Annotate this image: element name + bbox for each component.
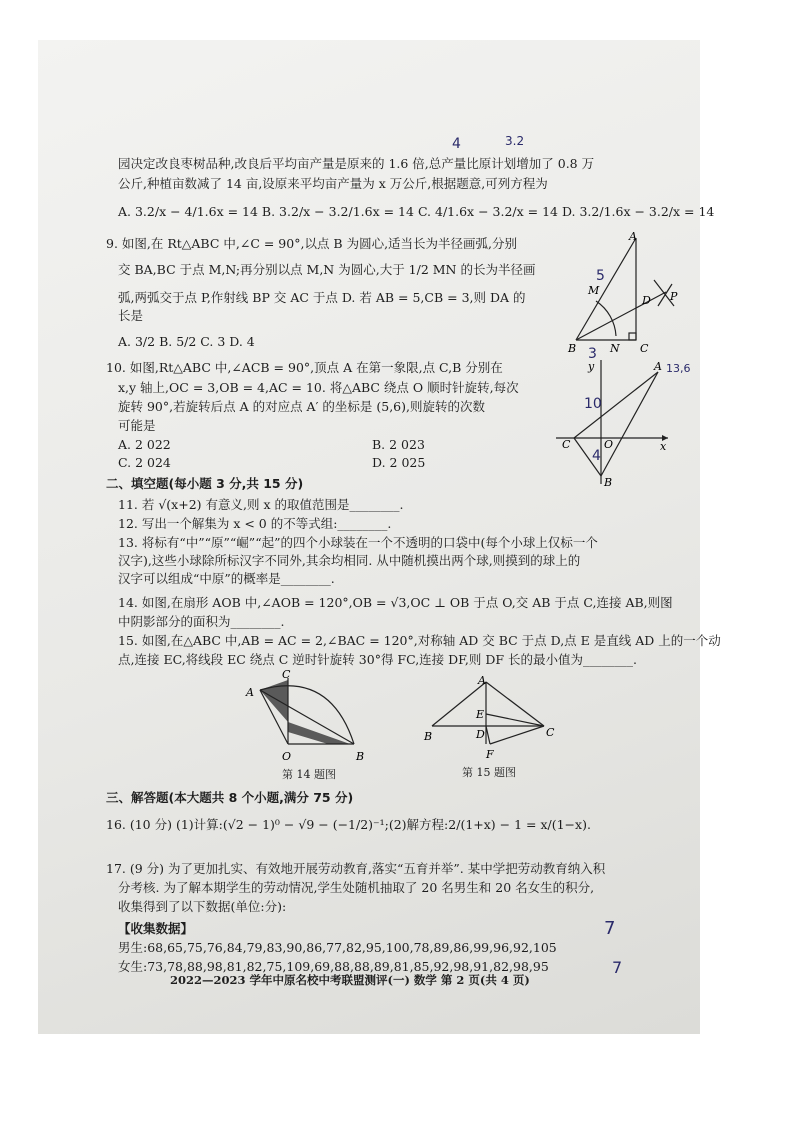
fig9-label: P [670,290,678,303]
fig15-label: E [476,708,485,721]
handwritten-mark: 3 [588,346,597,362]
q9-line4: 长是 [118,308,144,323]
q13-line2: 汉字),这些小球除所标汉字不同外,其余均相同. 从中随机摸出两个球,则摸到的球上的 [118,553,581,568]
handwritten-mark: 7 [612,958,623,977]
fig15-label: D [476,728,485,741]
q8-line2: 公斤,种植亩数减了 14 亩,设原来平均亩产量为 x 万公斤,根据题意,可列方程为 [118,176,548,191]
q10-option-a: A. 2 022 [118,437,171,452]
q17-girls-data: 女生:73,78,88,98,81,82,75,109,69,88,88,89,81,85,92,98,91,82,98,95 [118,959,549,974]
fig9-label: N [610,342,620,355]
q10-option-d: D. 2 025 [372,455,426,470]
q10-line1: 10. 如图,Rt△ABC 中,∠ACB = 90°,顶点 A 在第一象限,点 C,B 分别在 [106,360,503,375]
fig10-label: O [604,438,614,451]
handwritten-mark: 4 [592,448,601,464]
fig9-label: B [568,342,577,355]
fig14-label: C [282,670,291,681]
q9-line1: 9. 如图,在 Rt△ABC 中,∠C = 90°,以点 B 为圆心,适当长为半径画弧,分别 [106,236,518,251]
fig10-label: x [660,440,667,453]
q15-line2: 点,连接 EC,将线段 EC 绕点 C 逆时针旋转 30°得 FC,连接 DF,则 DF 长的最小值为________. [118,652,637,667]
q14-line1: 14. 如图,在扇形 AOB 中,∠AOB = 120°,OB = √3,OC ⊥ OB 于点 O,交 AB 于点 C,连接 AB,则图 [118,595,673,610]
q13-line1: 13. 将标有“中”“原”“崛”“起”的四个小球装在一个不透明的口袋中(每个小球上仅标一个 [118,535,598,550]
page-footer: 2022—2023 学年中原名校中考联盟测评(一) 数学 第 2 页(共 4 页) [170,973,530,987]
q12: 12. 写出一个解集为 x < 0 的不等式组:________. [118,516,392,531]
q10-line4: 可能是 [118,418,156,433]
q17-collect-title: 【收集数据】 [118,921,194,936]
fig9-label: A [629,230,637,243]
section-3-heading: 三、解答题(本大题共 8 个小题,满分 75 分) [106,790,354,805]
handwritten-mark: 10 [584,396,602,412]
fig9-label: D [642,294,651,307]
handwritten-mark: 5 [596,268,605,284]
figure-q10 [556,360,676,488]
q8-line1: 园决定改良枣树品种,改良后平均亩产量是原来的 1.6 倍,总产量比原计划增加了 0.8 万 [118,156,595,171]
fig15-label: A [478,674,486,687]
q13-line3: 汉字可以组成“中原”的概率是________. [118,571,335,586]
q17-line1: 17. (9 分) 为了更加扎实、有效地开展劳动教育,落实“五育并举”. 某中学把劳动教育纳入积 [106,861,606,876]
q8-options: A. 3.2/x − 4/1.6x = 14 B. 3.2/x − 3.2/1.6x = 14 C. 4/1.6x − 3.2/x = 14 D. 3.2/1.6x − 3.2/x = 14 [118,204,715,219]
handwritten-mark: 4 [452,136,461,152]
fig15-label: F [486,748,494,761]
q10-option-b: B. 2 023 [372,437,425,452]
fig14-label: A [246,686,254,699]
fig10-label: y [588,360,595,373]
q14-line2: 中阴影部分的面积为________. [118,614,285,629]
figure-15-caption: 第 15 题图 [462,766,516,779]
handwritten-mark: 3.2 [505,134,525,148]
fig9-label: C [640,342,649,355]
fig10-label: A [654,360,662,373]
q9-line3: 弧,两弧交于点 P,作射线 BP 交 AC 于点 D. 若 AB = 5,CB = 3,则 DA 的 [118,290,526,305]
fig14-label: O [282,750,292,763]
q17-boys-data: 男生:68,65,75,76,84,79,83,90,86,77,82,95,100,78,89,86,99,96,92,105 [118,940,557,955]
fig10-label: C [562,438,571,451]
fig14-label: B [356,750,365,763]
q15-line1: 15. 如图,在△ABC 中,AB = AC = 2,∠BAC = 120°,对称轴 AD 交 BC 于点 D,点 E 是直线 AD 上的一个动 [118,633,721,648]
q16: 16. (10 分) (1)计算:(√2 − 1)⁰ − √9 − (−1/2)⁻¹;(2)解方程:2/(1+x) − 1 = x/(1−x). [106,817,591,832]
q11: 11. 若 √(x+2) 有意义,则 x 的取值范围是________. [118,497,404,512]
fig9-label: M [588,284,600,297]
q17-line3: 收集得到了以下数据(单位:分): [118,899,287,914]
fig15-label: C [546,726,555,739]
q9-line2: 交 BA,BC 于点 M,N;再分别以点 M,N 为圆心,大于 1/2 MN 的长为半径画 [118,262,536,277]
q10-line2: x,y 轴上,OC = 3,OB = 4,AC = 10. 将△ABC 绕点 O 顺时针旋转,每次 [118,380,519,395]
q10-option-c: C. 2 024 [118,455,171,470]
figure-14-caption: 第 14 题图 [282,768,336,781]
fig15-label: B [424,730,433,743]
handwritten-mark: 13,6 [666,362,691,375]
q10-line3: 旋转 90°,若旋转后点 A 的对应点 A′ 的坐标是 (5,6),则旋转的次数 [118,399,485,414]
q17-line2: 分考核. 为了解本期学生的劳动情况,学生处随机抽取了 20 名男生和 20 名女生的积分, [118,880,595,895]
figure-q14 [240,670,370,768]
handwritten-mark: 7 [604,918,616,939]
figure-q9 [566,228,686,358]
fig10-label: B [604,476,613,488]
section-2-heading: 二、填空题(每小题 3 分,共 15 分) [106,476,304,491]
figure-q15 [420,674,560,764]
q9-options: A. 3/2 B. 5/2 C. 3 D. 4 [118,334,255,349]
